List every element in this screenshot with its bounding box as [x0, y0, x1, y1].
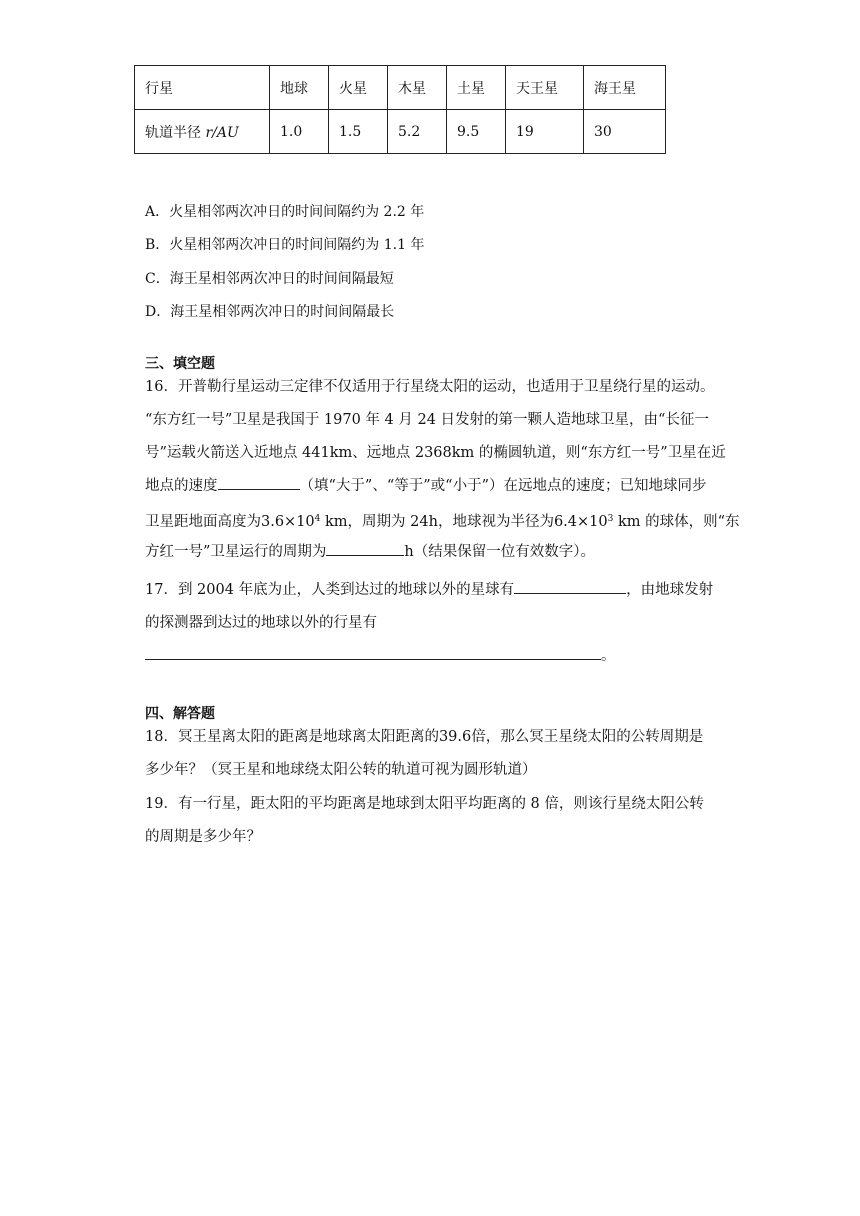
- q16-text: km 的球体，则“东: [613, 514, 740, 530]
- option-c: C．海王星相邻两次冲日的时间间隔最短: [145, 271, 394, 287]
- table-cell: 地球: [270, 66, 329, 110]
- table-cell: 19: [506, 110, 584, 154]
- q16-number: 3.6×10: [261, 514, 315, 530]
- table-cell: 土星: [447, 66, 506, 110]
- option-d: D．海王星相邻两次冲日的时间间隔最长: [145, 304, 395, 320]
- table-cell: 海王星: [584, 66, 666, 110]
- option-b: B．火星相邻两次冲日的时间间隔约为 1.1 年: [145, 237, 425, 253]
- q17-text: ，由地球发射: [626, 582, 714, 598]
- q16-number: 6.4×10: [553, 514, 608, 530]
- q17-text: 17．到 2004 年底为止，人类到达过的地球以外的星球有: [145, 582, 515, 598]
- planet-orbit-table: [134, 65, 666, 154]
- option-a: A．火星相邻两次冲日的时间间隔约为 2.2 年: [145, 204, 425, 220]
- question-18: [145, 721, 725, 787]
- answer-blank[interactable]: [326, 541, 404, 556]
- q19-line: 19．有一行星，距太阳的平均距离是地球到太阳平均距离的 8 倍，则该行星绕太阳公转: [145, 796, 704, 812]
- q19-line: 的周期是多少年？: [145, 829, 261, 845]
- q17-line: [145, 574, 725, 607]
- q16-line: 号”运载火箭送入近地点 441km、远地点 2368km 的椭圆轨道，则“东方红一号”卫星在近: [145, 445, 726, 461]
- table-header-row: [135, 66, 666, 110]
- table-cell: 1.5: [329, 110, 388, 154]
- table-cell: 5.2: [388, 110, 447, 154]
- q16-text: h（结果保留一位有效数字）。: [404, 544, 596, 560]
- q16-line: [145, 503, 740, 536]
- q17-text: 。: [601, 648, 616, 664]
- answer-blank[interactable]: [218, 475, 300, 490]
- q16-text: 地点的速度: [145, 478, 218, 494]
- q16-line: 16．开普勒行星运动三定律不仅适用于行星绕太阳的运动，也适用于卫星绕行星的运动。: [145, 379, 715, 395]
- q16-text: km，周期为 24h，地球视为半径为: [320, 514, 554, 530]
- q16-line: [145, 470, 725, 503]
- table-cell: 天王星: [506, 66, 584, 110]
- q16-text: 卫星距地面高度为: [145, 514, 261, 530]
- q16-exponent: 4: [314, 514, 321, 524]
- table-cell: 行星: [135, 66, 270, 110]
- row-label-unit: /AU: [212, 124, 239, 141]
- answer-blank[interactable]: [514, 579, 626, 594]
- table-cell: 火星: [329, 66, 388, 110]
- table-cell: 木星: [388, 66, 447, 110]
- q16-text: 方红一号”卫星运行的周期为: [145, 544, 327, 560]
- q18-line: 18．冥王星离太阳的距离是地球离太阳距离的39.6倍，那么冥王星绕太阳的公转周期是: [145, 729, 704, 745]
- question-17: [145, 574, 725, 673]
- row-label-cell: [135, 110, 270, 154]
- q16-line: [145, 536, 725, 569]
- question-19: [145, 788, 725, 854]
- q17-line: [145, 640, 725, 673]
- section-title-answer: 四、解答题: [145, 706, 215, 722]
- q17-line: 的探测器到达过的地球以外的行星有: [145, 615, 377, 631]
- row-label-prefix: 轨道半径: [145, 124, 206, 141]
- q16-line: “东方红一号”卫星是我国于 1970 年 4 月 24 日发射的第一颗人造地球卫星，由“长征一: [145, 412, 709, 428]
- section-title-fill-in: 三、填空题: [145, 356, 215, 372]
- table-row: [135, 110, 666, 154]
- table-cell: 1.0: [270, 110, 329, 154]
- question-16: [145, 371, 740, 569]
- table-cell: 9.5: [447, 110, 506, 154]
- row-label-var: r: [205, 124, 213, 141]
- table-cell: 30: [584, 110, 666, 154]
- answer-blank[interactable]: [145, 645, 601, 660]
- q16-exponent: 3: [607, 514, 614, 524]
- q16-text: （填“大于”、“等于”或“小于”）在远地点的速度；已知地球同步: [299, 478, 707, 494]
- q18-line: 多少年？（冥王星和地球绕太阳公转的轨道可视为圆形轨道）: [145, 762, 537, 778]
